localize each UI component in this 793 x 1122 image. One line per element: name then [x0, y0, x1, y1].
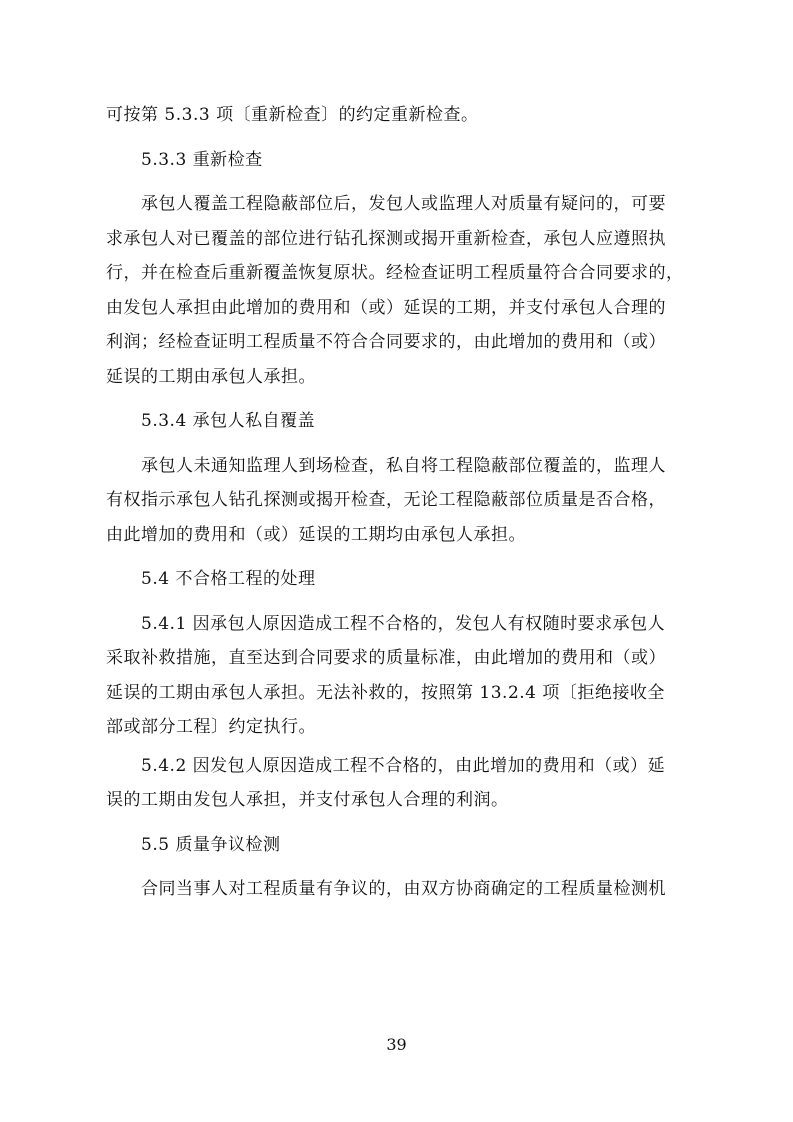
page-number: 39 [386, 1035, 407, 1054]
section-heading-5-5 [106, 828, 690, 863]
paragraph-5-4-2 [106, 749, 690, 818]
text-line: 利润；经检查证明工程质量不符合合同要求的，由此增加的费用和（或） [106, 332, 666, 352]
paragraph-reinspection [106, 187, 690, 394]
heading-line: 5.5 质量争议检测 [141, 834, 281, 855]
heading-line: 5.4 不合格工程的处理 [141, 569, 316, 589]
text-line: 延误的工期由承包人承担。无法补救的，按照第 13.2.4 项〔拒绝接收全 [106, 682, 665, 703]
section-heading-5-3-3 [106, 143, 690, 178]
text-line: 5.4.2 因发包人原因造成工程不合格的，由此增加的费用和（或）延 [141, 755, 666, 776]
text-line: 行，并在检查后重新覆盖恢复原状。经检查证明工程质量符合合同要求的， [106, 263, 684, 283]
paragraph-quality-dispute [106, 872, 690, 907]
document-body [106, 98, 690, 907]
text-line: 求承包人对已覆盖的部位进行钻孔探测或揭开重新检查，承包人应遵照执 [106, 228, 666, 249]
text-line: 承包人覆盖工程隐蔽部位后，发包人或监理人对质量有疑问的，可要 [141, 194, 666, 214]
paragraph-5-4-1 [106, 607, 690, 745]
text-line: 可按第 5.3.3 项〔重新检查〕的约定重新检查。 [106, 105, 479, 125]
text-line: 采取补救措施，直至达到合同要求的质量标准，由此增加的费用和（或） [106, 648, 666, 668]
text-line: 合同当事人对工程质量有争议的，由双方协商确定的工程质量检测机 [141, 879, 666, 899]
text-line: 由此增加的费用和（或）延误的工期均由承包人承担。 [106, 524, 526, 545]
section-heading-5-4 [106, 562, 690, 597]
text-line: 误的工期由发包人承担，并支付承包人合理的利润。 [106, 790, 509, 810]
paragraph-continuation [106, 98, 690, 133]
text-line: 延误的工期由承包人承担。 [106, 366, 316, 387]
section-heading-5-3-4 [106, 404, 690, 439]
heading-line: 5.3.4 承包人私自覆盖 [141, 411, 316, 431]
text-line: 5.4.1 因承包人原因造成工程不合格的，发包人有权随时要求承包人 [141, 613, 666, 634]
text-line: 有权指示承包人钻孔探测或揭开检查，无论工程隐蔽部位质量是否合格， [106, 490, 666, 510]
text-line: 由发包人承担由此增加的费用和（或）延误的工期，并支付承包人合理的 [106, 297, 666, 318]
paragraph-private-covering [106, 449, 690, 553]
text-line: 承包人未通知监理人到场检查，私自将工程隐蔽部位覆盖的，监理人 [141, 455, 666, 476]
text-line: 部或部分工程〕约定执行。 [106, 717, 316, 737]
heading-line: 5.3.3 重新检查 [141, 149, 263, 170]
